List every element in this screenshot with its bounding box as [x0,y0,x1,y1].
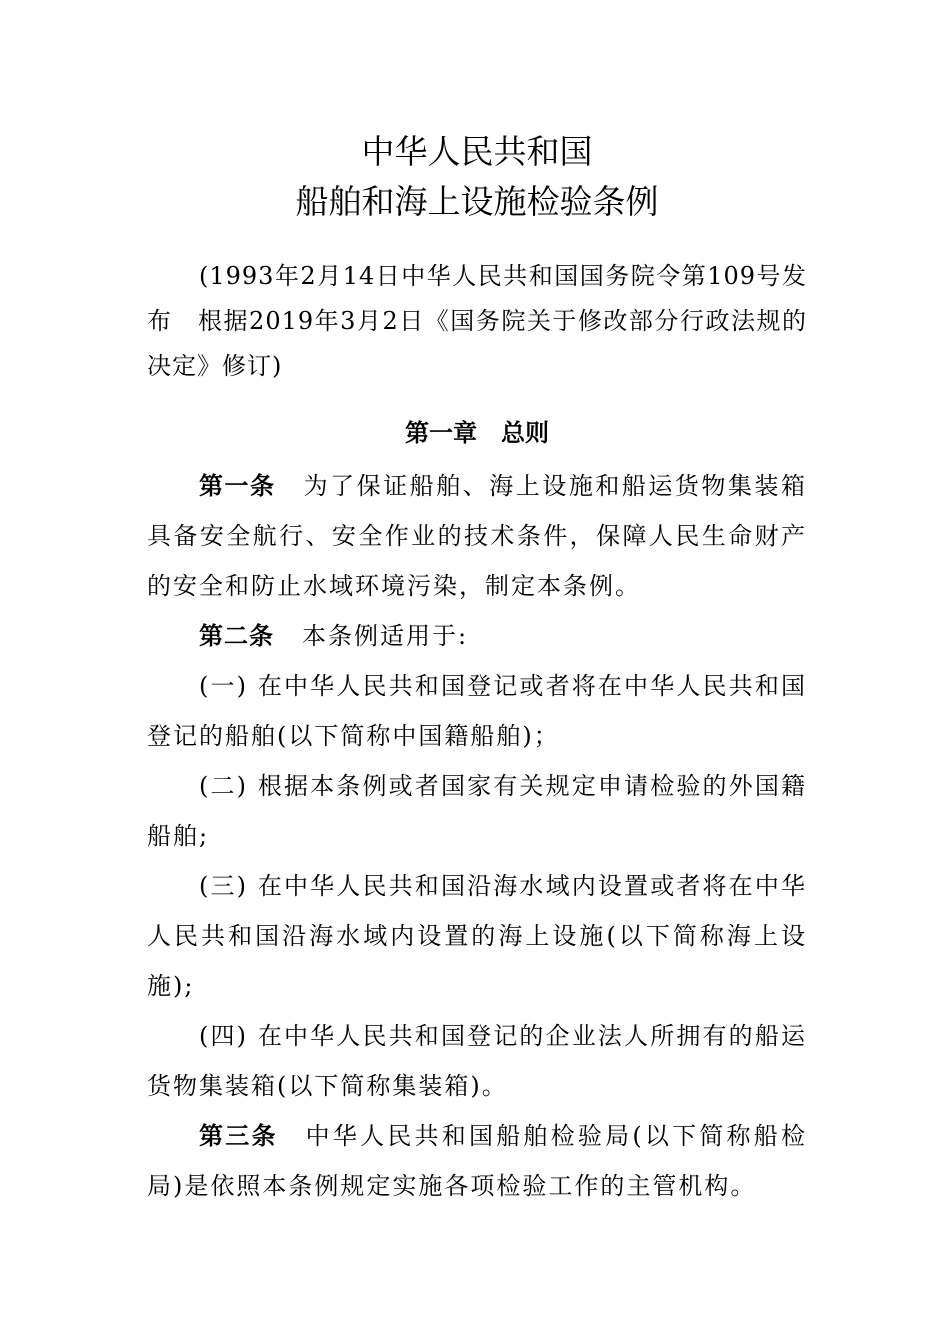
article-1-text: 为了保证船舶、海上设施和船运货物集装箱具备安全航行、安全作业的技术条件，保障人民生命财产的安全和防止水域环境污染，制定本条例。 [147,472,808,600]
article-2-label: 第二条 [199,622,274,650]
article-3-label: 第三条 [199,1122,278,1150]
article-2 [147,611,807,661]
document-title-line1: 中华人民共和国 [361,132,593,171]
article-1-label: 第一条 [199,472,276,500]
article-2-item-2: (二) 根据本条例或者国家有关规定申请检验的外国籍船舶; [147,772,807,850]
article-2-item-1: (一) 在中华人民共和国登记或者将在中华人民共和国登记的船舶(以下简称中国籍船舶)； [147,672,807,750]
article-3 [147,1111,807,1211]
document-title-line2: 船舶和海上设施检验条例 [295,182,659,221]
article-3-text: 中华人民共和国船舶检验局(以下简称船检局)是依照本条例规定实施各项检验工作的主管机构。 [147,1122,807,1200]
article-2-item-4: (四) 在中华人民共和国登记的企业法人所拥有的船运货物集装箱(以下简称集装箱)。 [147,1022,807,1100]
promulgation-note: (1993年2月14日中华人民共和国国务院令第109号发布 根据2019年3月2日《国务院关于修改部分行政法规的决定》修订) [147,262,807,380]
article-1 [147,461,807,611]
article-2-item-3: (三) 在中华人民共和国沿海水域内设置或者将在中华人民共和国沿海水域内设置的海上设施(以下简称海上设施); [147,872,807,1000]
article-2-text: 本条例适用于: [302,622,469,650]
chapter-heading: 第一章 总则 [405,419,549,447]
document-page [147,130,807,1211]
